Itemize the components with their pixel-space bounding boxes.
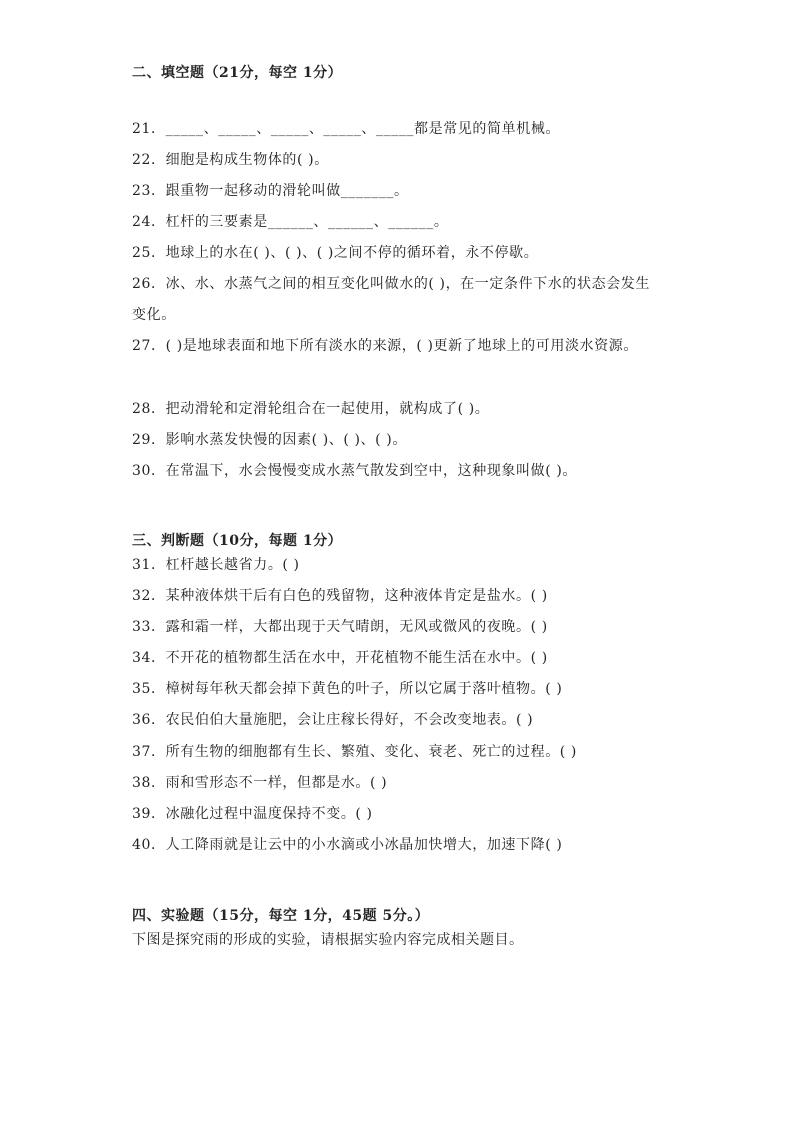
- question-25: 25．地球上的水在( )、( )、( )之间不停的循环着，永不停歇。: [132, 245, 539, 261]
- question-23: 23．跟重物一起移动的滑轮叫做_______。: [132, 183, 409, 199]
- question-29: 29．影响水蒸发快慢的因素( )、( )、( )。: [132, 432, 407, 448]
- question-21: 21．_____、_____、_____、_____、_____都是常见的简单机械。: [132, 121, 561, 137]
- section-3-title: 三、判断题（10分，每题 1分）: [132, 533, 343, 549]
- question-33: 33．露和霜一样，大都出现于天气晴朗，无风或微风的夜晚。( ): [132, 619, 548, 635]
- question-30: 30．在常温下，水会慢慢变成水蒸气散发到空中，这种现象叫做( )。: [132, 463, 577, 479]
- question-39: 39．冰融化过程中温度保持不变。( ): [132, 806, 373, 822]
- question-37: 37．所有生物的细胞都有生长、繁殖、变化、衰老、死亡的过程。( ): [132, 744, 577, 760]
- question-26: 26．冰、水、水蒸气之间的相互变化叫做水的( )，在一定条件下水的状态会发生变化。: [132, 276, 650, 323]
- question-38: 38．雨和雪形态不一样，但都是水。( ): [132, 775, 388, 791]
- question-22: 22．细胞是构成生物体的( )。: [132, 152, 329, 168]
- question-36: 36．农民伯伯大量施肥，会让庄稼长得好，不会改变地表。( ): [132, 712, 534, 728]
- question-40: 40．人工降雨就是让云中的小水滴或小冰晶加快增大，加速下降( ): [132, 837, 563, 853]
- question-32: 32．某种液体烘干后有白色的残留物，这种液体肯定是盐水。( ): [132, 588, 548, 604]
- section-4-intro: 下图是探究雨的形成的实验，请根据实验内容完成相关题目。: [132, 932, 524, 948]
- section-2-title: 二、填空题（21分，每空 1分）: [132, 65, 343, 81]
- question-34: 34．不开花的植物都生活在水中，开花植物不能生活在水中。( ): [132, 650, 548, 666]
- question-27: 27．( )是地球表面和地下所有淡水的来源，( )更新了地球上的可用淡水资源。: [132, 338, 638, 354]
- question-24: 24．杠杆的三要素是______、______、______。: [132, 214, 449, 230]
- section-4-title: 四、实验题（15分，每空 1分，45题 5分。）: [132, 908, 430, 924]
- question-35: 35．樟树每年秋天都会掉下黄色的叶子，所以它属于落叶植物。( ): [132, 681, 563, 697]
- question-31: 31．杠杆越长越省力。( ): [132, 557, 300, 573]
- question-28: 28．把动滑轮和定滑轮组合在一起使用，就构成了( )。: [132, 401, 490, 417]
